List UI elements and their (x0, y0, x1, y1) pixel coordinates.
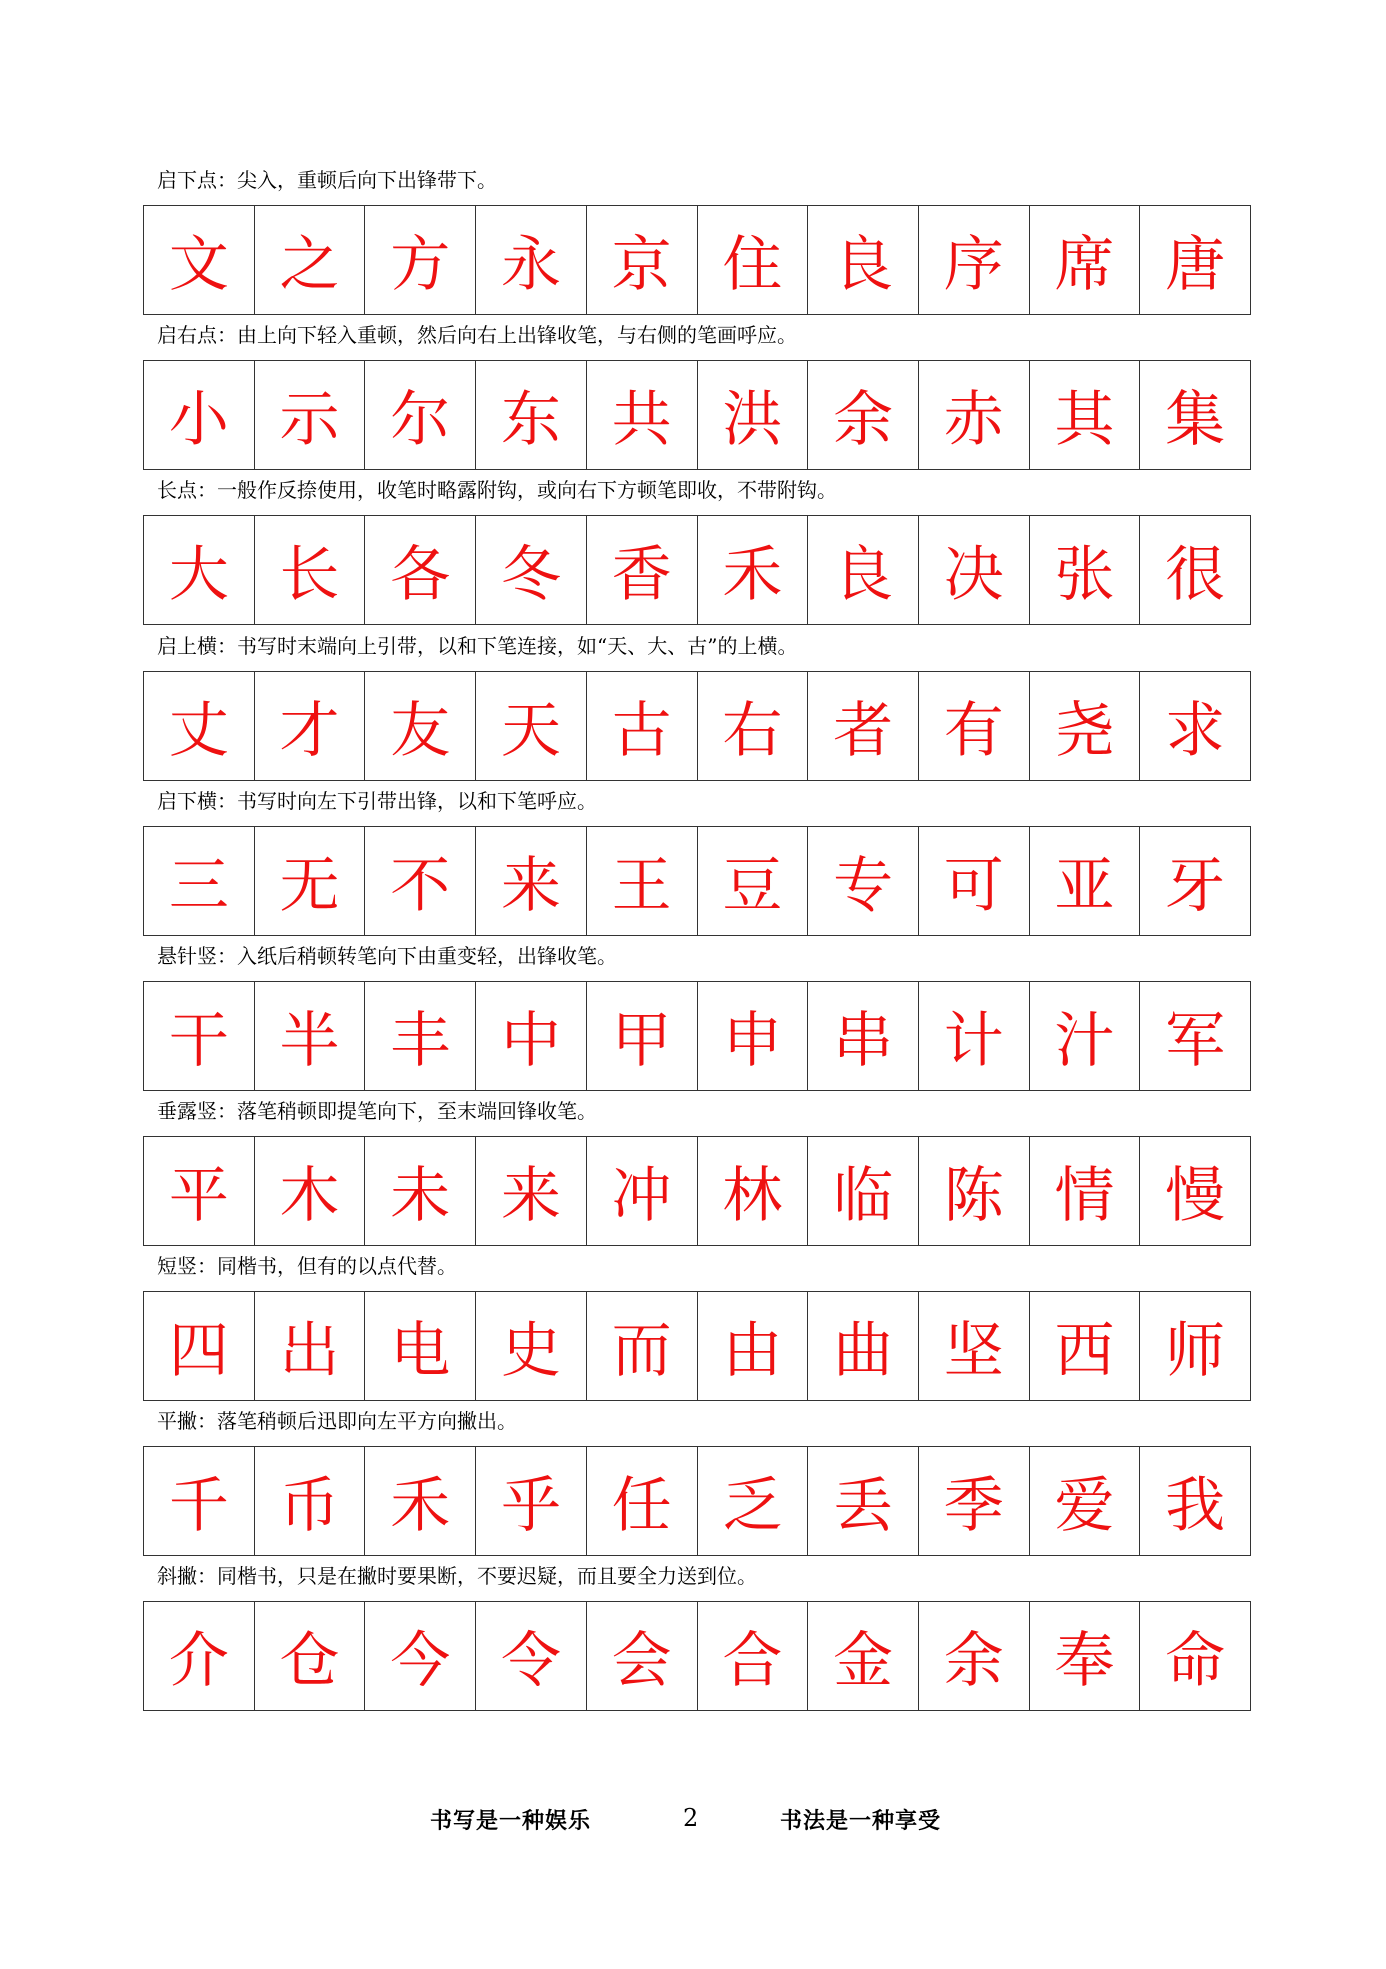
example-character: 方 (365, 206, 476, 314)
example-character: 未 (365, 1137, 476, 1245)
example-character: 计 (919, 982, 1030, 1090)
example-character: 右 (698, 672, 809, 780)
stroke-description: 平撇：落笔稍顿后迅即向左平方向撇出。 (157, 1409, 517, 1433)
stroke-description: 启下点：尖入，重顿后向下出锋带下。 (157, 168, 497, 192)
example-character: 曲 (808, 1292, 919, 1400)
example-character: 禾 (698, 516, 809, 624)
example-character: 赤 (919, 361, 1030, 469)
example-character: 求 (1165, 696, 1226, 766)
example-character: 良 (808, 206, 919, 314)
practice-section (143, 787, 1251, 936)
practice-section (143, 1252, 1251, 1401)
example-character: 亚 (1030, 827, 1141, 935)
example-character: 席 (1030, 206, 1141, 314)
example-character: 任 (587, 1447, 698, 1555)
example-character: 东 (476, 361, 587, 469)
character-grid (143, 360, 1251, 470)
example-character: 可 (919, 827, 1030, 935)
page-number: 2 (683, 1804, 699, 1832)
example-character: 千 (144, 1447, 255, 1555)
example-character: 仓 (255, 1602, 366, 1710)
example-character: 牙 (1165, 851, 1226, 921)
character-grid (143, 981, 1251, 1091)
example-character: 小 (144, 361, 255, 469)
character-grid (143, 826, 1251, 936)
example-character: 各 (365, 516, 476, 624)
example-character: 坚 (919, 1292, 1030, 1400)
example-character: 余 (919, 1602, 1030, 1710)
example-character: 良 (808, 516, 919, 624)
example-character: 金 (808, 1602, 919, 1710)
example-character: 豆 (698, 827, 809, 935)
example-character: 爱 (1030, 1447, 1141, 1555)
stroke-description: 垂露竖：落笔稍顿即提笔向下，至末端回锋收笔。 (157, 1099, 597, 1123)
example-character: 文 (144, 206, 255, 314)
example-character: 洪 (698, 361, 809, 469)
example-character: 来 (476, 1137, 587, 1245)
example-character: 三 (144, 827, 255, 935)
character-grid (143, 1446, 1251, 1556)
example-character: 不 (365, 827, 476, 935)
example-character: 很 (1165, 540, 1226, 610)
example-character: 其 (1030, 361, 1141, 469)
example-character: 有 (919, 672, 1030, 780)
example-character: 师 (1165, 1316, 1226, 1386)
stroke-description: 启下横：书写时向左下引带出锋，以和下笔呼应。 (157, 789, 597, 813)
example-character: 长 (255, 516, 366, 624)
example-character: 天 (476, 672, 587, 780)
example-character: 序 (919, 206, 1030, 314)
example-character: 介 (144, 1602, 255, 1710)
example-character: 申 (698, 982, 809, 1090)
example-character: 丰 (365, 982, 476, 1090)
example-character: 出 (255, 1292, 366, 1400)
example-character: 平 (144, 1137, 255, 1245)
example-character: 我 (1165, 1471, 1226, 1541)
example-character: 共 (587, 361, 698, 469)
example-character: 电 (365, 1292, 476, 1400)
example-character: 集 (1165, 385, 1226, 455)
example-character: 由 (698, 1292, 809, 1400)
example-character: 张 (1030, 516, 1141, 624)
example-character: 乎 (476, 1447, 587, 1555)
example-character: 示 (255, 361, 366, 469)
example-character: 慢 (1165, 1161, 1226, 1231)
stroke-description: 长点：一般作反捺使用，收笔时略露附钩，或向右下方顿笔即收，不带附钩。 (157, 478, 837, 502)
example-character: 季 (919, 1447, 1030, 1555)
example-character: 之 (255, 206, 366, 314)
example-character: 会 (587, 1602, 698, 1710)
stroke-description: 斜撇：同楷书，只是在撇时要果断，不要迟疑，而且要全力送到位。 (157, 1564, 757, 1588)
example-character: 余 (808, 361, 919, 469)
character-grid (143, 1291, 1251, 1401)
character-grid (143, 1136, 1251, 1246)
practice-section (143, 166, 1251, 315)
character-grid (143, 1601, 1251, 1711)
example-character: 西 (1030, 1292, 1141, 1400)
example-character: 情 (1030, 1137, 1141, 1245)
example-character: 丈 (144, 672, 255, 780)
footer-left-motto: 书写是一种娱乐 (430, 1808, 592, 1834)
practice-section (143, 321, 1251, 470)
example-character: 香 (587, 516, 698, 624)
practice-section (143, 1407, 1251, 1556)
example-character: 干 (144, 982, 255, 1090)
example-character: 命 (1165, 1626, 1226, 1696)
example-character: 友 (365, 672, 476, 780)
example-character: 军 (1165, 1006, 1226, 1076)
example-character: 古 (587, 672, 698, 780)
example-character: 冬 (476, 516, 587, 624)
example-character: 木 (255, 1137, 366, 1245)
example-character: 陈 (919, 1137, 1030, 1245)
example-character: 林 (698, 1137, 809, 1245)
example-character: 专 (808, 827, 919, 935)
example-character: 来 (476, 827, 587, 935)
example-character: 合 (698, 1602, 809, 1710)
example-character: 币 (255, 1447, 366, 1555)
example-character: 冲 (587, 1137, 698, 1245)
example-character: 甲 (587, 982, 698, 1090)
footer-right-motto: 书法是一种享受 (780, 1808, 942, 1834)
example-character: 今 (365, 1602, 476, 1710)
practice-section (143, 632, 1251, 781)
stroke-description: 悬针竖：入纸后稍顿转笔向下由重变轻，出锋收笔。 (157, 944, 617, 968)
example-character: 汁 (1030, 982, 1141, 1090)
character-grid (143, 515, 1251, 625)
character-grid (143, 671, 1251, 781)
example-character: 而 (587, 1292, 698, 1400)
page-footer (0, 1800, 1386, 1840)
example-character: 史 (476, 1292, 587, 1400)
stroke-description: 短竖：同楷书，但有的以点代替。 (157, 1254, 457, 1278)
example-character: 中 (476, 982, 587, 1090)
example-character: 丢 (808, 1447, 919, 1555)
stroke-description: 启右点：由上向下轻入重顿，然后向右上出锋收笔，与右侧的笔画呼应。 (157, 323, 797, 347)
example-character: 尧 (1030, 672, 1141, 780)
example-character: 住 (698, 206, 809, 314)
example-character: 京 (587, 206, 698, 314)
practice-section (143, 476, 1251, 625)
practice-section (143, 1562, 1251, 1711)
stroke-description: 启上横：书写时末端向上引带，以和下笔连接，如“天、大、古”的上横。 (157, 634, 798, 658)
example-character: 尔 (365, 361, 476, 469)
example-character: 乏 (698, 1447, 809, 1555)
example-character: 永 (476, 206, 587, 314)
example-character: 才 (255, 672, 366, 780)
example-character: 四 (144, 1292, 255, 1400)
example-character: 串 (808, 982, 919, 1090)
example-character: 决 (919, 516, 1030, 624)
practice-section (143, 1097, 1251, 1246)
character-grid (143, 205, 1251, 315)
example-character: 临 (808, 1137, 919, 1245)
example-character: 半 (255, 982, 366, 1090)
example-character: 无 (255, 827, 366, 935)
example-character: 奉 (1030, 1602, 1141, 1710)
example-character: 禾 (365, 1447, 476, 1555)
example-character: 王 (587, 827, 698, 935)
example-character: 大 (144, 516, 255, 624)
practice-section (143, 942, 1251, 1091)
example-character: 令 (476, 1602, 587, 1710)
example-character: 者 (808, 672, 919, 780)
example-character: 唐 (1165, 230, 1226, 300)
